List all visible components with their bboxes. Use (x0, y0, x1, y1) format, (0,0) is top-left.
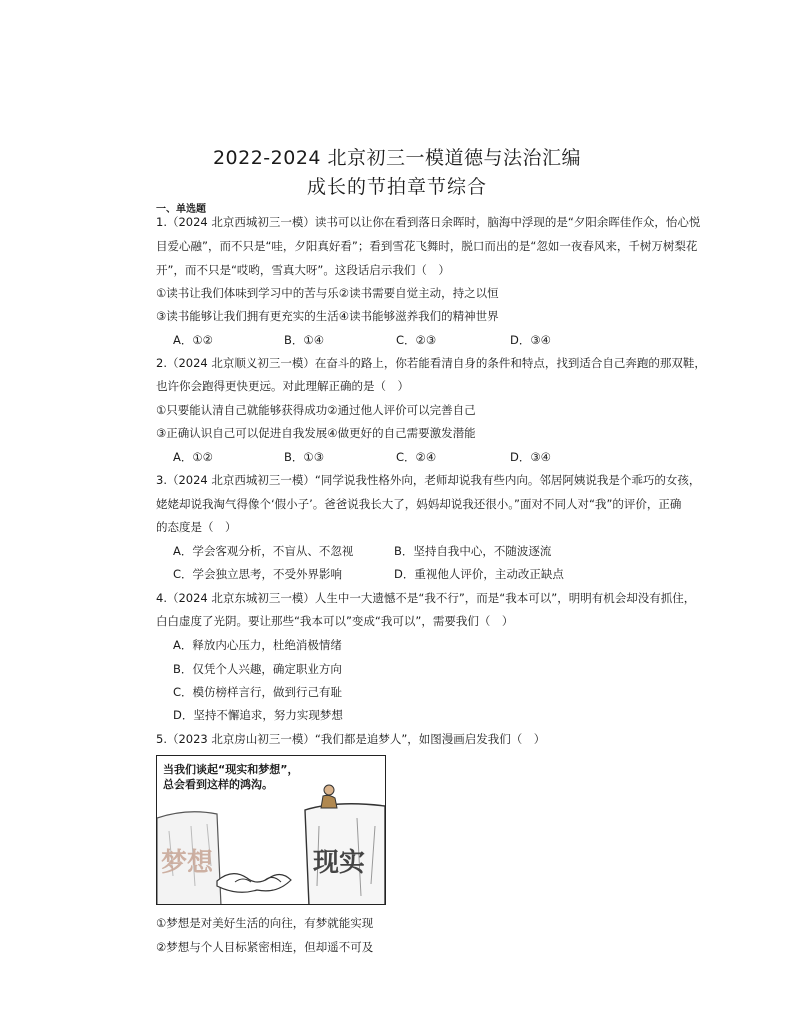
q3-option-b[interactable]: B．坚持自我中心，不随波逐流 (394, 544, 552, 558)
q2-statement: ①只要能认清自己就能够获得成功②通过他人评价可以完善自己 (156, 403, 476, 417)
q3-stem-line: 3.（2024 北京西城初三一模）“同学说我性格外向，老师却说我有些内向。邻居阿姨说我是个乖巧的女孩， (156, 473, 701, 487)
q4-stem-line: 白白虚度了光阴。要让那些“我本可以”变成“我可以”，需要我们（ ） (156, 614, 514, 628)
q2-stem-line: 2.（2024 北京顺义初三一模）在奋斗的路上，你若能看清自身的条件和特点，找到适合自己奔跑的那双鞋， (156, 356, 706, 370)
q1-option-b[interactable]: B．①④ (284, 333, 325, 347)
q1-statement: ①读书让我们体味到学习中的苦与乐②读书需要自觉主动，持之以恒 (156, 286, 499, 300)
q1-option-a[interactable]: A．①② (173, 333, 213, 347)
q4-option-c[interactable]: C．模仿榜样言行，做到行己有耻 (173, 685, 343, 699)
document-subtitle: 成长的节拍章节综合 (306, 176, 487, 198)
q3-option-d[interactable]: D．重视他人评价，主动改正缺点 (394, 567, 564, 581)
q2-option-d[interactable]: D．③④ (510, 450, 551, 464)
q2-option-b[interactable]: B．①③ (284, 450, 325, 464)
person-head (324, 785, 334, 795)
q1-statement: ③读书能够让我们拥有更充实的生活④读书能够滋养我们的精神世界 (156, 309, 499, 323)
comic-caption-line: 当我们谈起“现实和梦想”， (163, 763, 299, 776)
q1-stem-line: 1.（2024 北京西城初三一模）读书可以让你在看到落日余晖时，脑海中浮现的是“夕阳余晖佳作众，怡心悦 (156, 215, 701, 229)
document-title: 2022-2024 北京初三一模道德与法治汇编 (212, 147, 582, 169)
q4-option-b[interactable]: B．仅凭个人兴趣，确定职业方向 (173, 662, 342, 676)
person-body (321, 795, 337, 808)
q4-stem-line: 4.（2024 北京东城初三一模）人生中一大遗憾不是“我不行”，而是“我本可以”，明明有机会却没有抓住， (156, 591, 696, 605)
comic-reality-label: 现实 (313, 848, 366, 878)
q5-statement: ②梦想与个人目标紧密相连，但却遥不可及 (156, 940, 374, 954)
q2-statement: ③正确认识自己可以促进自我发展④做更好的自己需要激发潜能 (156, 426, 476, 440)
q3-option-a[interactable]: A．学会客观分析，不盲从、不忽视 (173, 544, 354, 558)
section-heading: 一、单选题 (156, 204, 206, 215)
comic-caption (163, 762, 298, 792)
q2-option-a[interactable]: A．①② (173, 450, 213, 464)
q3-option-c[interactable]: C．学会独立思考，不受外界影响 (173, 567, 343, 581)
q1-option-d[interactable]: D．③④ (510, 333, 551, 347)
q5-statement: ①梦想是对美好生活的向往，有梦就能实现 (156, 916, 374, 930)
cloud-swirl (217, 874, 291, 893)
q2-stem-line: 也许你会跑得更快更远。对此理解正确的是（ ） (156, 379, 409, 393)
q1-option-c[interactable]: C．②③ (396, 333, 437, 347)
q5-stem-line: 5.（2023 北京房山初三一模）“我们都是追梦人”，如图漫画启发我们（ ） (156, 732, 546, 746)
q3-stem-line: 姥姥却说我淘气得像个‘假小子’。爸爸说我长大了，妈妈却说我还很小。”面对不同人对“我”的评价，正确 (156, 497, 682, 511)
comic-caption-line: 总会看到这样的鸿沟。 (163, 778, 273, 791)
q3-stem-line: 的态度是（ ） (156, 520, 237, 534)
q1-stem-line: 目爱心融”，而不只是“哇，夕阳真好看”；看到雪花飞舞时，脱口而出的是“忽如一夜春风来，千树万树梨花 (156, 239, 698, 253)
q1-stem-line: 开”，而不只是“哎哟，雪真大呀”。这段话启示我们（ ） (156, 263, 450, 277)
q2-option-c[interactable]: C．②④ (396, 450, 437, 464)
comic-dream-label: 梦想 (161, 848, 214, 878)
comic-illustration (156, 755, 386, 905)
q4-option-a[interactable]: A．释放内心压力，杜绝消极情绪 (173, 638, 342, 652)
q4-option-d[interactable]: D．坚持不懈追求，努力实现梦想 (173, 708, 343, 722)
